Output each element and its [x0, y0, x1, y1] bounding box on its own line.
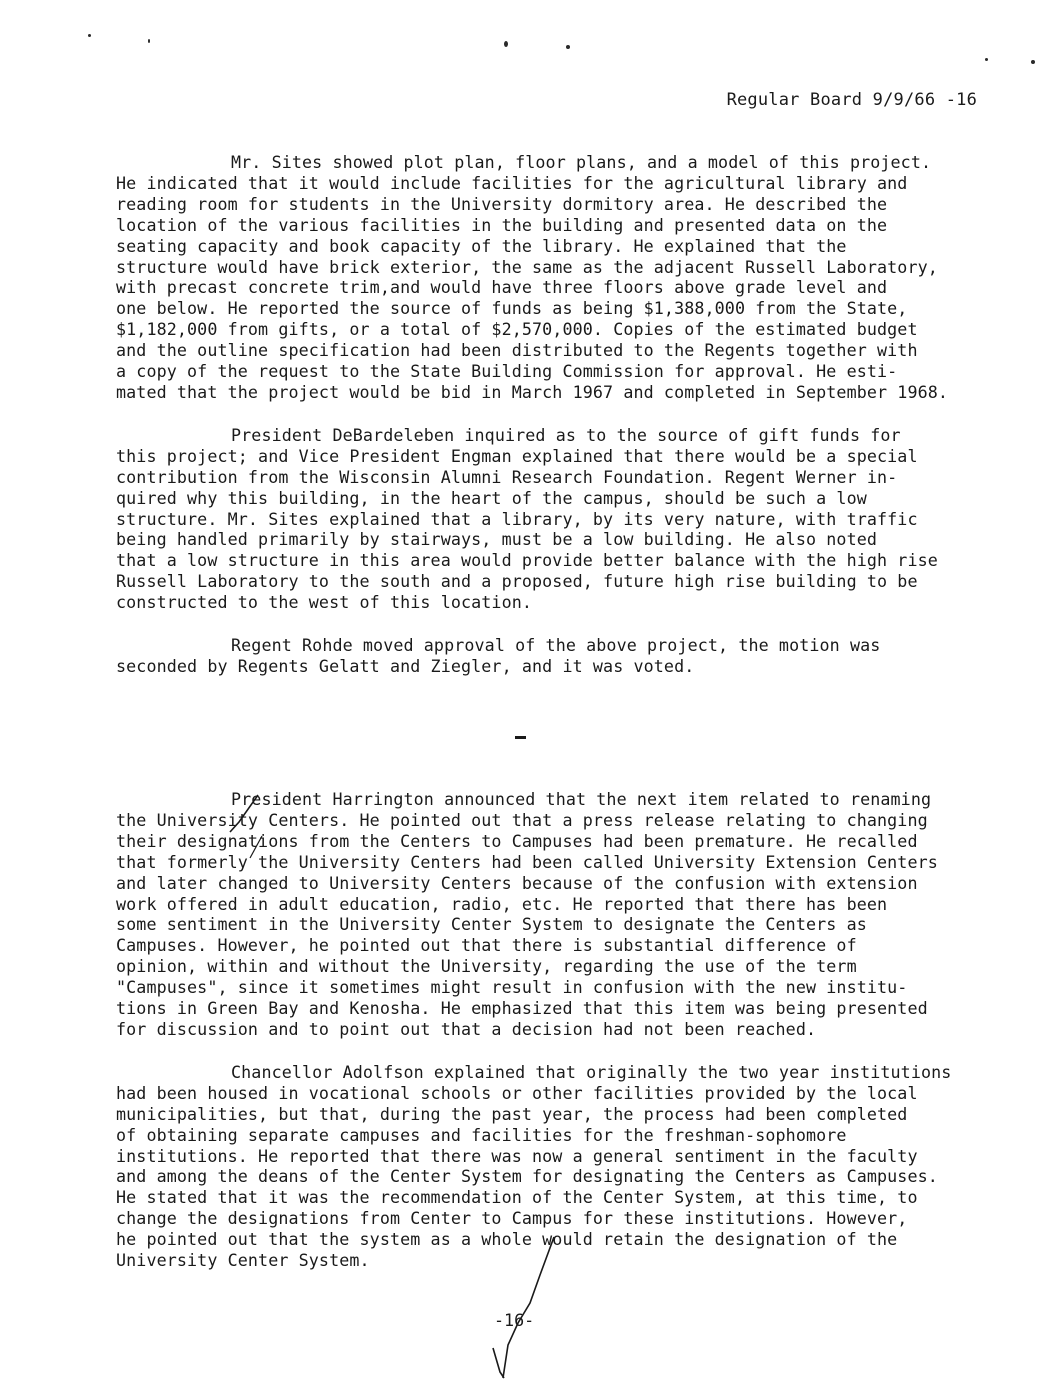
text-line: constructed to the west of this location. — [116, 592, 533, 613]
text-line: he pointed out that the system as a whole would retain the designation of the — [116, 1229, 898, 1250]
text-line: Regent Rohde moved approval of the above project, the motion was — [231, 635, 881, 656]
text-line: structure would have brick exterior, the same as the adjacent Russell Laboratory, — [116, 256, 938, 277]
text-line: that formerly the University Centers had been called University Extension Centers — [116, 851, 938, 872]
text-line: seconded by Regents Gelatt and Ziegler, and it was voted. — [116, 655, 695, 676]
text-line: some sentiment in the University Center System to designate the Centers as — [116, 914, 867, 935]
text-line: municipalities, but that, during the past year, the process had been completed — [116, 1103, 908, 1124]
text-line: a copy of the request to the State Building Commission for approval. He esti- — [116, 361, 898, 382]
text-line: He stated that it was the recommendation of the Center System, at this time, to — [116, 1187, 918, 1208]
text-line: contribution from the Wisconsin Alumni Research Foundation. Regent Werner in- — [116, 466, 898, 487]
text-line: and later changed to University Centers because of the confusion with extension — [116, 872, 918, 893]
text-line: President Harrington announced that the next item related to renaming — [231, 789, 932, 809]
text-line: work offered in adult education, radio, etc. He reported that there has been — [116, 893, 888, 914]
text-line: being handled primarily by stairways, must be a low building. He also noted — [116, 529, 878, 550]
text-line: tions in Green Bay and Kenosha. He emphasized that this item was being presented — [116, 998, 928, 1019]
text-line: President DeBardeleben inquired as to the source of gift funds for — [231, 424, 901, 445]
page-header-reference: Regular Board 9/9/66 -16 — [726, 90, 977, 110]
text-line: with precast concrete trim,and would have three floors above grade level and — [116, 277, 888, 298]
text-line: reading room for students in the University dormitory area. He described the — [116, 193, 888, 214]
text-line: $1,182,000 from gifts, or a total of $2,570,000. Copies of the estimated budget — [116, 319, 918, 340]
text-line: University Center System. — [116, 1250, 370, 1271]
text-line: Russell Laboratory to the south and a proposed, future high rise building to be — [116, 571, 918, 592]
text-line: this project; and Vice President Engman explained that there would be a special — [116, 445, 918, 466]
text-line: opinion, within and without the University, regarding the use of the term — [116, 956, 857, 977]
text-line: location of the various facilities in the building and presented data on the — [116, 214, 888, 235]
text-line: seating capacity and book capacity of the library. He explained that the — [116, 235, 847, 256]
text-line: for discussion and to point out that a decision had not been reached. — [116, 1018, 817, 1039]
text-line: that a low structure in this area would provide better balance with the high rise — [116, 550, 938, 571]
text-line: and the outline specification had been distributed to the Regents together with — [116, 340, 918, 361]
text-line: Chancellor Adolfson explained that originally the two year institutions — [231, 1061, 952, 1082]
text-line: He indicated that it would include facilities for the agricultural library and — [116, 172, 908, 193]
text-line: change the designations from Center to Campus for these institutions. However, — [116, 1208, 908, 1229]
text-line: of obtaining separate campuses and facilities for the freshman-sophomore — [116, 1124, 847, 1145]
page-number: -16- — [494, 1310, 535, 1330]
text-line: structure. Mr. Sites explained that a library, by its very nature, with traffic — [116, 508, 918, 529]
text-line: and among the deans of the Center System for designating the Centers as Campuses. — [116, 1166, 938, 1187]
text-line: Campuses. However, he pointed out that there is substantial difference of — [116, 935, 857, 956]
text-line: mated that the project would be bid in March 1967 and completed in September 1968. — [116, 381, 949, 402]
text-line: the University Centers. He pointed out that a press release relating to changing — [116, 809, 928, 830]
text-line: their designations from the Centers to Campuses had been premature. He recalled — [116, 830, 918, 851]
text-line: quired why this building, in the heart of the campus, should be such a low — [116, 487, 867, 508]
text-line: one below. He reported the source of funds as being $1,388,000 from the State, — [116, 298, 908, 319]
text-line: "Campuses", since it sometimes might result in confusion with the new institu- — [116, 977, 908, 998]
text-line: institutions. He reported that there was now a general sentiment in the faculty — [116, 1145, 918, 1166]
text-line: had been housed in vocational schools or other facilities provided by the local — [116, 1082, 918, 1103]
text-line: Mr. Sites showed plot plan, floor plans, and a model of this project. — [231, 152, 932, 172]
